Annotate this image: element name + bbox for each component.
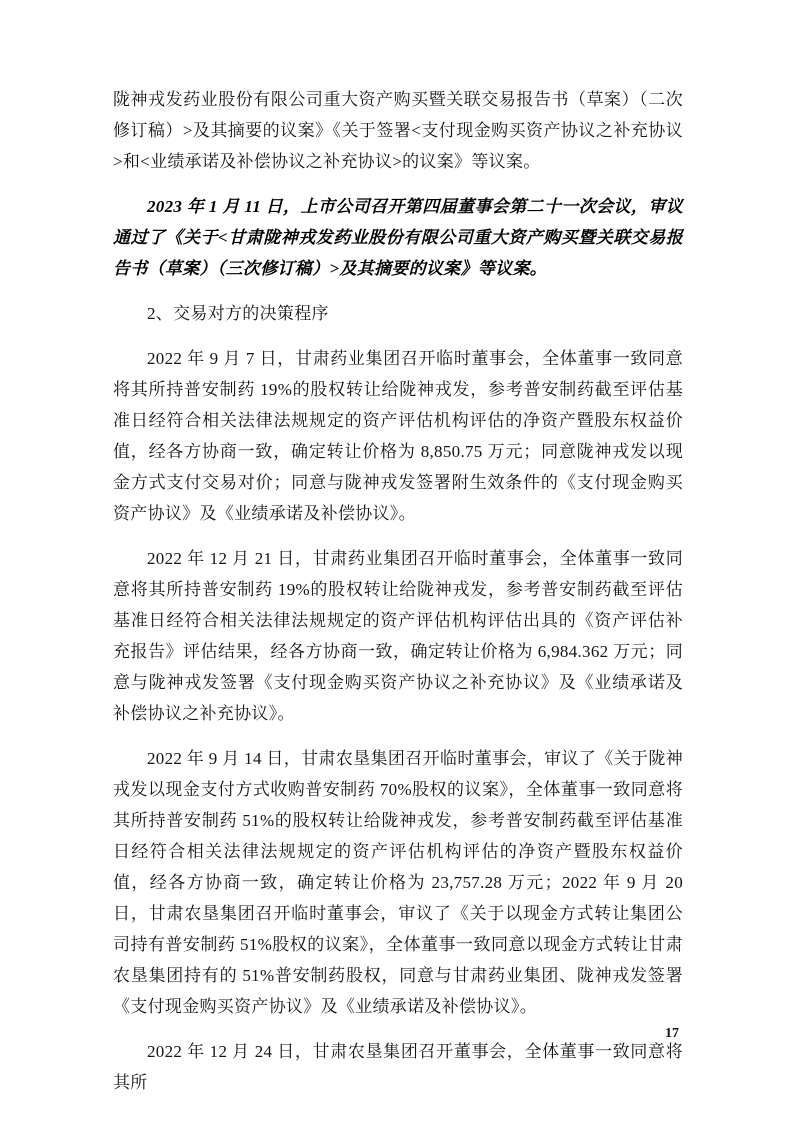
page-number: 17 [665,1026,679,1041]
paragraph: 陇神戎发药业股份有限公司重大资产购买暨关联交易报告书（草案）（二次修订稿）>及其摘要的议案》《关于签署<支付现金购买资产协议之补充协议>和<业绩承诺及补偿协议之补充协议>的议案》等议案。 [113,90,683,171]
section-heading: 2、交易对方的决策程序 [147,304,329,323]
paragraph: 2022 年 9 月 7 日，甘肃药业集团召开临时董事会，全体董事一致同意将其所持普安制药 19%的股权转让给陇神戎发，参考普安制药截至评估基准日经符合相关法律法规规定的资产评估机构评估的净资产暨股东权益价值，经各方协商一致，确定转让价格为 8,850.75 万元；同意陇神戎发以现金方式支付交易对价；同意与陇神戎发签署附生效条件的《支付现金购买资产协议》及《业绩承诺及补偿协议》。 [113,349,683,523]
document-body [113,84,683,1112]
paragraph: 2022 年 12 月 24 日，甘肃农垦集团召开董事会，全体董事一致同意将其所 [113,1042,683,1092]
paragraph: 2022 年 12 月 21 日，甘肃药业集团召开临时董事会，全体董事一致同意将其所持普安制药 19%的股权转让给陇神戎发，参考普安制药截至评估基准日经符合相关法律法规规定的资产评估机构评估出具的《资产评估补充报告》评估结果，经各方协商一致，确定转让价格为 6,984.362 万元；同意与陇神戎发签署《支付现金购买资产协议之补充协议》及《业绩承诺及补偿协议之补充协议》。 [113,549,683,723]
paragraph: 2023 年 1 月 11 日，上市公司召开第四届董事会第二十一次会议，审议通过了《关于<甘肃陇神戎发药业股份有限公司重大资产购买暨关联交易报告书（草案）（三次修订稿）>及其摘要的议案》等议案。 [113,197,683,278]
paragraph: 2022 年 9 月 14 日，甘肃农垦集团召开临时董事会，审议了《关于陇神戎发以现金支付方式收购普安制药 70%股权的议案》，全体董事一致同意将其所持普安制药 51%的股权转让给陇神戎发，参考普安制药截至评估基准日经符合相关法律法规规定的资产评估机构评估的净资产暨股东权益价值，经各方协商一致，确定转让价格为 23,757.28 万元；2022 年 9 月 20 日，甘肃农垦集团召开临时董事会，审议了《关于以现金方式转让集团公司持有普安制药 51%股权的议案》，全体董事一致同意以现金方式转让甘肃农垦集团持有的 51%普安制药股权，同意与甘肃药业集团、陇神戎发签署《支付现金购买资产协议》及《业绩承诺及补偿协议》。 [113,749,683,1016]
